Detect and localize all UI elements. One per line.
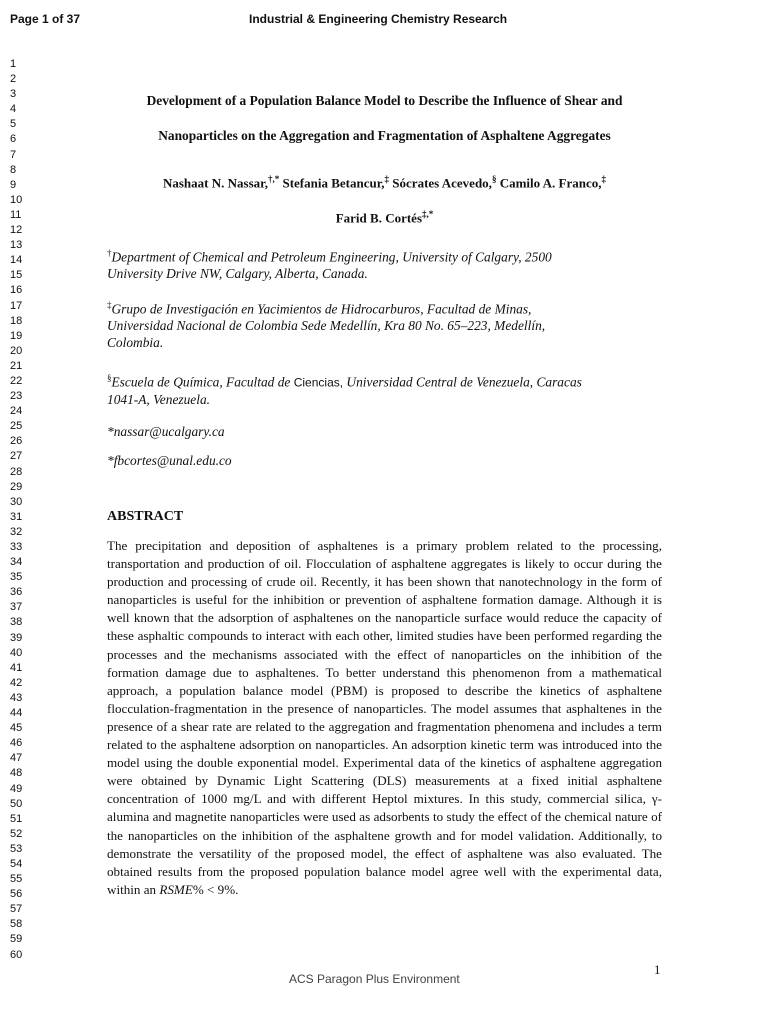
author-affiliation-mark: § <box>491 174 497 184</box>
footer-environment: ACS Paragon Plus Environment <box>289 972 460 986</box>
line-number: 42 <box>10 676 23 689</box>
line-number: 43 <box>10 691 23 704</box>
line-number: 51 <box>10 812 23 825</box>
line-number: 16 <box>10 284 23 297</box>
line-number: 28 <box>10 465 23 478</box>
affiliation-calgary <box>107 245 662 282</box>
line-number: 50 <box>10 797 23 810</box>
abstract-body <box>107 537 662 899</box>
line-number: 33 <box>10 541 23 553</box>
line-number: 15 <box>10 269 23 282</box>
line-number: 17 <box>10 299 23 312</box>
line-number: 1 <box>10 58 17 70</box>
line-number: 23 <box>10 390 23 403</box>
affiliation-line: Escuela de Química, Facultad de <box>111 374 294 390</box>
line-number: 41 <box>10 661 23 674</box>
line-number: 27 <box>10 450 23 463</box>
author-affiliation-mark: ‡ <box>601 174 607 184</box>
line-number: 22 <box>10 374 23 387</box>
line-number: 26 <box>10 435 23 448</box>
line-number: 54 <box>10 857 23 870</box>
rsme-term: RSME <box>159 881 193 897</box>
line-number: 21 <box>10 359 23 372</box>
journal-name: Industrial & Engineering Chemistry Research <box>249 12 508 26</box>
line-number: 39 <box>10 631 23 644</box>
author-name: Camilo A. Franco, <box>499 175 602 191</box>
line-number: 8 <box>10 163 17 176</box>
line-number: 24 <box>10 405 23 418</box>
rsme-tail: % < 9%. <box>192 881 239 897</box>
line-number: 45 <box>10 722 23 735</box>
page-counter: Page 1 of 37 <box>10 12 81 26</box>
line-number: 55 <box>10 873 23 886</box>
line-number-column <box>10 57 22 963</box>
author-name: Sócrates Acevedo, <box>392 175 492 191</box>
author-name: Nashaat N. Nassar, <box>162 175 268 191</box>
line-number: 53 <box>10 842 23 855</box>
author-name: Farid B. Cortés <box>335 210 423 226</box>
line-number: 52 <box>10 827 23 840</box>
line-number: 18 <box>10 314 23 327</box>
affiliation-line: Grupo de Investigación en Yacimientos de Hidrocarburos, Facultad de Minas, <box>111 301 532 317</box>
line-number: 37 <box>10 601 23 614</box>
affiliation-line: Colombia. <box>107 335 164 351</box>
line-number: 25 <box>10 420 23 433</box>
line-number: 44 <box>10 707 23 720</box>
line-number: 30 <box>10 495 23 508</box>
affiliation-line: Universidad Central de Venezuela, Caracas <box>343 374 582 390</box>
line-number: 19 <box>10 329 23 342</box>
line-number: 60 <box>10 948 23 961</box>
line-number: 32 <box>10 525 23 538</box>
line-number: 49 <box>10 782 23 795</box>
line-number: 58 <box>10 918 23 931</box>
line-number: 36 <box>10 586 23 599</box>
line-number: 10 <box>10 193 23 206</box>
line-number: 47 <box>10 752 23 765</box>
line-number: 57 <box>10 903 23 916</box>
affiliation-caracas <box>107 370 662 408</box>
abstract-text: The precipitation and deposition of asphaltenes is a primary problem related to the processing, transportation and production of oil. Flocculation of asphaltene aggregates is likely to occur during the production and processing of crude oil. Recently, it has been shown that nanotechnology in the form of nanoparticles is useful for the inhibition or prevention of asphaltene formation damage. Although it is well known that the adsorption of asphaltenes on the nanoparticle surface would reduce the capacity of these asphaltic compounds to interact with each other, limited studies have been performed regarding the processes and the mechanisms associated with the effect of nanoparticles on the inhibition of the formation damage due to asphaltenes. To better understand this phenomenon from a mathematical approach, a population balance model (PBM) is proposed to describe the kinetics of asphaltene flocculation-fragmentation in the presence of nanoparticles. The model assumes that asphaltenes in the presence of a shear rate are related to the aggregation and fragmentation phenomena and includes a term related to the asphaltene adsorption on nanoparticles. An adsorption kinetic term was introduced into the model using the double exponential model. Experimental data of the kinetics of asphaltene aggregation were obtained by Dynamic Light Scattering (DLS) measurements at a fixed initial asphaltene concentration of 1000 mg/L and with different Heptol mixtures. In this study, commercial silica, γ-alumina and magnetite nanoparticles were used as adsorbents to study the effect of the chemical nature of the nanoparticles on the inhibition of the asphaltene growth and for model validation. Additionally, to demonstrate the versatility of the proposed model, the effect of asphaltene was also evaluated. The obtained results from the proposed population balance model agree well with the experimental data, within an <box>107 538 662 897</box>
line-number: 59 <box>10 933 23 946</box>
line-number: 31 <box>10 510 23 523</box>
paper-title-line-1: Development of a Population Balance Model to Describe the Influence of Shear and <box>146 93 623 108</box>
line-number: 48 <box>10 767 23 780</box>
line-number: 29 <box>10 480 23 493</box>
affiliation-line: 1041-A, Venezuela. <box>107 392 211 408</box>
affiliation-line: University Drive NW, Calgary, Alberta, Canada. <box>107 266 368 282</box>
abstract-heading: ABSTRACT <box>107 509 184 524</box>
line-number: 38 <box>10 616 23 629</box>
affiliation-line: Department of Chemical and Petroleum Engineering, University of Calgary, 2500 <box>111 249 552 265</box>
line-number: 12 <box>10 224 23 237</box>
paper-title-line-2: Nanoparticles on the Aggregation and Fragmentation of Asphaltene Aggregates <box>158 128 611 143</box>
author-affiliation-mark: †,* <box>267 174 280 184</box>
author-name: Stefania Betancur, <box>282 175 385 191</box>
line-number: 6 <box>10 133 17 146</box>
affiliation-mark: † <box>107 248 112 258</box>
line-number: 2 <box>10 73 17 86</box>
line-number: 40 <box>10 646 23 659</box>
line-number: 56 <box>10 888 23 901</box>
line-number: 13 <box>10 239 23 252</box>
line-number: 4 <box>10 103 17 116</box>
line-number: 3 <box>10 88 17 101</box>
author-list-line-1 <box>107 174 662 191</box>
affiliation-upright-word: Ciencias, <box>293 375 344 390</box>
author-affiliation-mark: ‡ <box>384 174 390 184</box>
line-number: 11 <box>10 208 22 221</box>
line-number: 34 <box>10 556 23 569</box>
author-affiliation-mark: ‡,* <box>422 209 434 219</box>
line-number: 7 <box>10 148 17 161</box>
line-number: 35 <box>10 571 23 584</box>
line-number: 14 <box>10 254 23 267</box>
line-number: 20 <box>10 344 23 357</box>
author-list-line-2 <box>107 209 662 226</box>
affiliation-mark: § <box>107 373 112 383</box>
line-number: 46 <box>10 737 23 750</box>
affiliation-medellin <box>107 297 662 351</box>
corresponding-email-1[interactable]: *nassar@ucalgary.ca <box>107 424 225 439</box>
page-number: 1 <box>654 962 661 977</box>
line-number: 9 <box>10 178 17 191</box>
affiliation-mark: ‡ <box>107 300 112 310</box>
line-number: 5 <box>10 118 17 131</box>
affiliation-line: Universidad Nacional de Colombia Sede Medellín, Kra 80 No. 65–223, Medellín, <box>107 318 546 334</box>
corresponding-email-2[interactable]: *fbcortes@unal.edu.co <box>107 453 232 468</box>
